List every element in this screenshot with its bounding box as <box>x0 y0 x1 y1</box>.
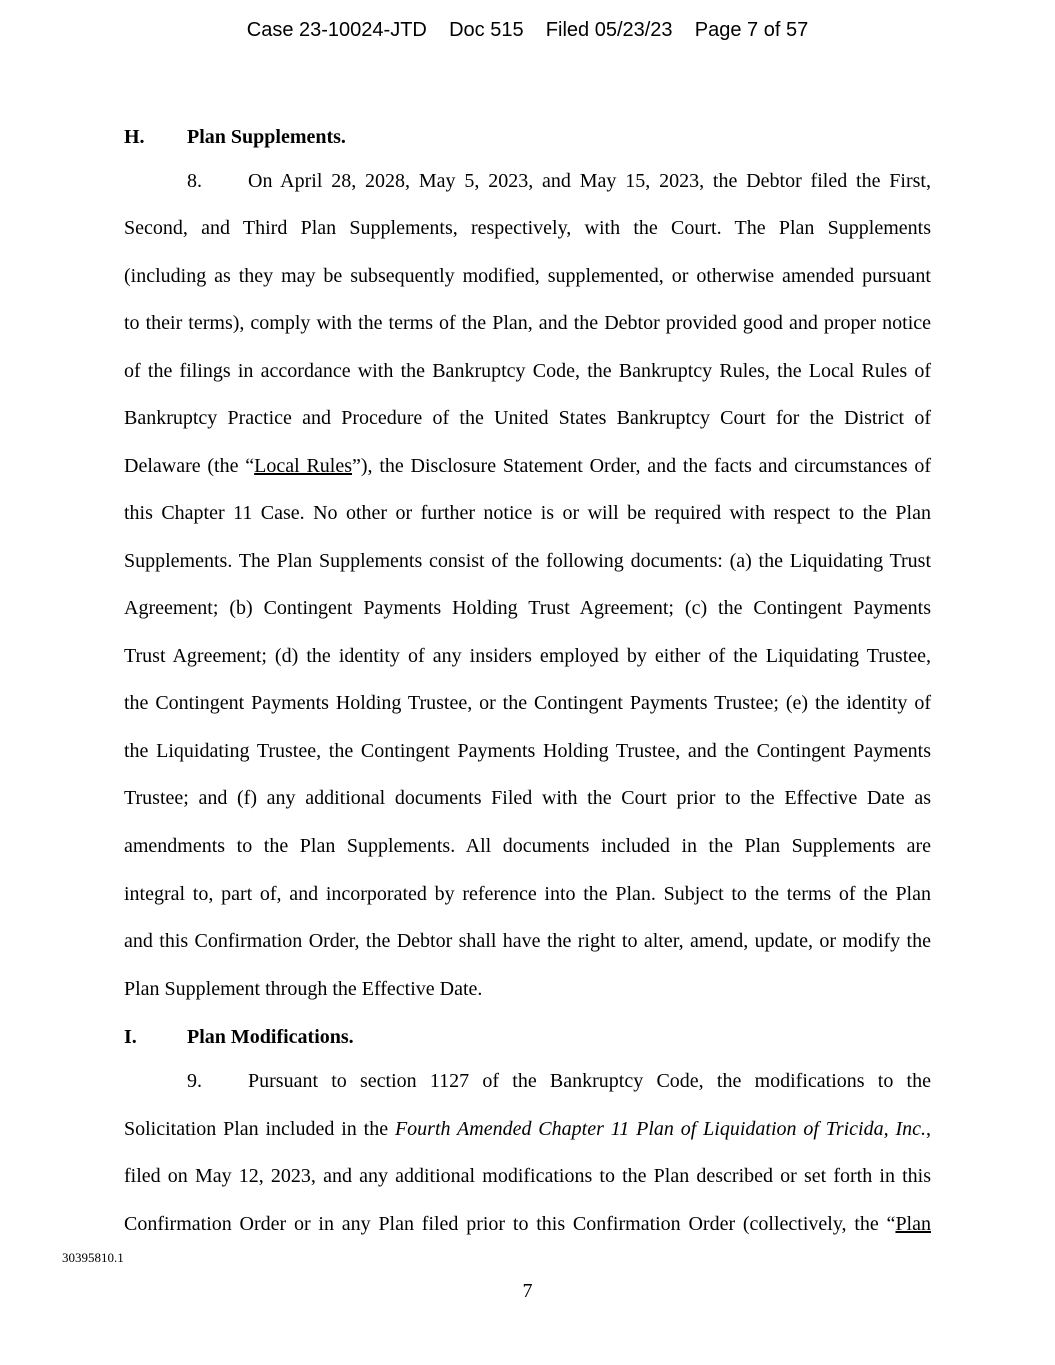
text-segment: Supplements. The Plan Supplements consist of the following documents: (a) the Liquidating Trust <box>124 550 931 572</box>
text-line <box>124 786 931 810</box>
text-line <box>124 359 931 383</box>
section-letter: I. <box>124 1026 137 1048</box>
text-line <box>124 644 931 668</box>
text-segment: integral to, part of, and incorporated by reference into the Plan. Subject to the terms of the Plan <box>124 883 931 905</box>
document-id: 30395810.1 <box>62 1250 124 1265</box>
text-segment: Trust Agreement; (d) the identity of any insiders employed by either of the Liquidating Trustee, <box>124 645 931 667</box>
text-line <box>124 549 931 573</box>
text-segment: to their terms), comply with the terms of the Plan, and the Debtor provided good and proper notice <box>124 312 931 334</box>
section-title: Plan Supplements. <box>187 126 346 148</box>
text-segment: this Chapter 11 Case. No other or further notice is or will be required with respect to the Plan <box>124 502 931 524</box>
text-line <box>124 691 931 715</box>
section-heading <box>124 125 346 149</box>
text-line <box>248 1069 931 1093</box>
text-line <box>124 264 931 288</box>
text-line <box>124 834 931 858</box>
text-line <box>248 169 931 193</box>
text-line <box>124 1212 931 1236</box>
text-segment: Plan Supplement through the Effective Date. <box>124 978 483 1000</box>
text-line <box>124 216 931 240</box>
text-segment: ”), the Disclosure Statement Order, and the facts and circumstances of <box>352 455 931 477</box>
text-segment: Solicitation Plan included in the <box>124 1118 395 1140</box>
text-segment: filed on May 12, 2023, and any additional modifications to the Plan described or set forth in this <box>124 1165 931 1187</box>
text-segment: On April 28, 2028, May 5, 2023, and May 15, 2023, the Debtor filed the First, <box>248 170 931 192</box>
text-line <box>124 977 931 1001</box>
text-line <box>124 929 931 953</box>
text-segment: of the filings in accordance with the Bankruptcy Code, the Bankruptcy Rules, the Local Rules of <box>124 360 931 382</box>
text-segment: , <box>926 1118 932 1140</box>
text-segment: Agreement; (b) Contingent Payments Holding Trust Agreement; (c) the Contingent Payments <box>124 597 931 619</box>
text-line <box>124 1117 931 1141</box>
section-letter: H. <box>124 126 145 148</box>
text-segment: Second, and Third Plan Supplements, respectively, with the Court. The Plan Supplements <box>124 217 931 239</box>
text-line <box>124 739 931 763</box>
text-segment: and this Confirmation Order, the Debtor shall have the right to alter, amend, update, or modify the <box>124 930 931 952</box>
text-segment: (including as they may be subsequently modified, supplemented, or otherwise amended pursuant <box>124 265 931 287</box>
text-segment: Pursuant to section 1127 of the Bankruptcy Code, the modifications to the <box>248 1070 931 1092</box>
section-heading <box>124 1025 354 1049</box>
italic-title: Fourth Amended Chapter 11 Plan of Liquidation of Tricida, Inc. <box>394 1118 927 1140</box>
text-segment: Confirmation Order or in any Plan filed prior to this Confirmation Order (collectively, the “ <box>124 1213 896 1235</box>
case-header: Case 23-10024-JTD Doc 515 Filed 05/23/23 Page 7 of 57 <box>246 19 809 41</box>
text-segment: amendments to the Plan Supplements. All documents included in the Plan Supplements are <box>124 835 931 857</box>
section-title: Plan Modifications. <box>187 1026 354 1048</box>
paragraph-number: 8. <box>187 170 202 192</box>
text-line <box>124 596 931 620</box>
text-segment: Bankruptcy Practice and Procedure of the United States Bankruptcy Court for the District of <box>124 407 931 429</box>
text-line <box>124 406 931 430</box>
text-segment: Delaware (the “ <box>124 455 255 477</box>
text-line <box>124 882 931 906</box>
text-line <box>124 501 931 525</box>
text-line <box>124 454 931 478</box>
text-segment: the Liquidating Trustee, the Contingent Payments Holding Trustee, and the Contingent Payments <box>124 740 931 762</box>
page-number: 7 <box>522 1280 533 1302</box>
defined-term: Plan <box>895 1213 931 1235</box>
text-segment: Trustee; and (f) any additional documents Filed with the Court prior to the Effective Date as <box>124 787 931 809</box>
text-segment: the Contingent Payments Holding Trustee, or the Contingent Payments Trustee; (e) the identity of <box>124 692 931 714</box>
paragraph-number: 9. <box>187 1070 202 1092</box>
text-line <box>124 311 931 335</box>
text-line <box>124 1164 931 1188</box>
defined-term: Local Rules <box>254 455 353 477</box>
